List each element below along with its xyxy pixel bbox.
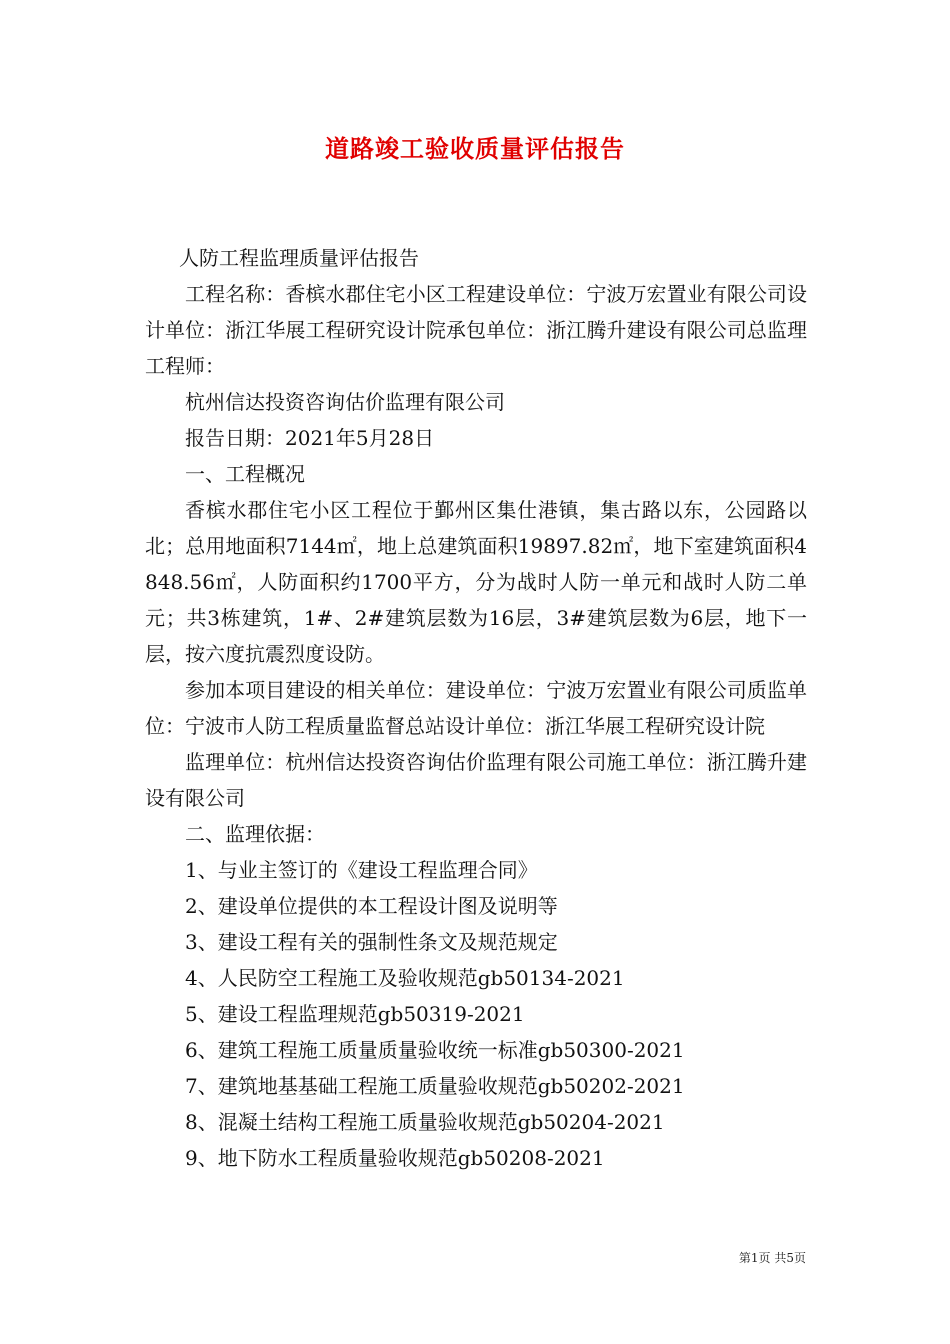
list-item: 8、混凝土结构工程施工质量验收规范gb50204-2021 bbox=[185, 1110, 665, 1134]
list-item: 1、与业主签订的《建设工程监理合同》 bbox=[185, 858, 538, 882]
list-item: 9、地下防水工程质量验收规范gb50208-2021 bbox=[185, 1146, 605, 1170]
document-body bbox=[145, 240, 807, 1176]
paragraph-participants: 参加本项目建设的相关单位：建设单位：宁波万宏置业有限公司质监单位：宁波市人防工程质量监督总站设计单位：浙江华展工程研究设计院 bbox=[145, 678, 807, 738]
paragraph-report-date: 报告日期：2021年5月28日 bbox=[185, 426, 435, 450]
list-item: 3、建设工程有关的强制性条文及规范规定 bbox=[185, 930, 558, 954]
paragraph-overview: 香槟水郡住宅小区工程位于鄞州区集仕港镇，集古路以东，公园路以北；总用地面积7144㎡，地上总建筑面积19897.82㎡，地下室建筑面积4848.56㎡，人防面积约1700平方，分为战时人防一单元和战时人防二单元；共3栋建筑，1#、2#建筑层数为16层，3#建筑层数为6层，地下一层，按六度抗震烈度设防。 bbox=[145, 498, 807, 666]
paragraph-supervisor-company: 杭州信达投资咨询估价监理有限公司 bbox=[185, 390, 505, 414]
paragraph-supervision-construction: 监理单位：杭州信达投资咨询估价监理有限公司施工单位：浙江腾升建设有限公司 bbox=[145, 750, 807, 810]
paragraph-project-info: 工程名称：香槟水郡住宅小区工程建设单位：宁波万宏置业有限公司设计单位：浙江华展工程研究设计院承包单位：浙江腾升建设有限公司总监理工程师： bbox=[145, 282, 807, 378]
section-heading-basis: 二、监理依据： bbox=[185, 822, 325, 846]
list-item: 2、建设单位提供的本工程设计图及说明等 bbox=[185, 894, 558, 918]
list-item: 6、建筑工程施工质量质量验收统一标准gb50300-2021 bbox=[185, 1038, 685, 1062]
paragraph-subtitle: 人防工程监理质量评估报告 bbox=[179, 246, 419, 270]
list-item: 5、建设工程监理规范gb50319-2021 bbox=[185, 1002, 525, 1026]
document-title: 道路竣工验收质量评估报告 bbox=[325, 134, 625, 163]
list-item: 4、人民防空工程施工及验收规范gb50134-2021 bbox=[185, 966, 625, 990]
section-heading-overview: 一、工程概况 bbox=[185, 462, 305, 486]
page-number-footer: 第1页 共5页 bbox=[738, 1251, 806, 1265]
list-item: 7、建筑地基基础工程施工质量验收规范gb50202-2021 bbox=[185, 1074, 685, 1098]
